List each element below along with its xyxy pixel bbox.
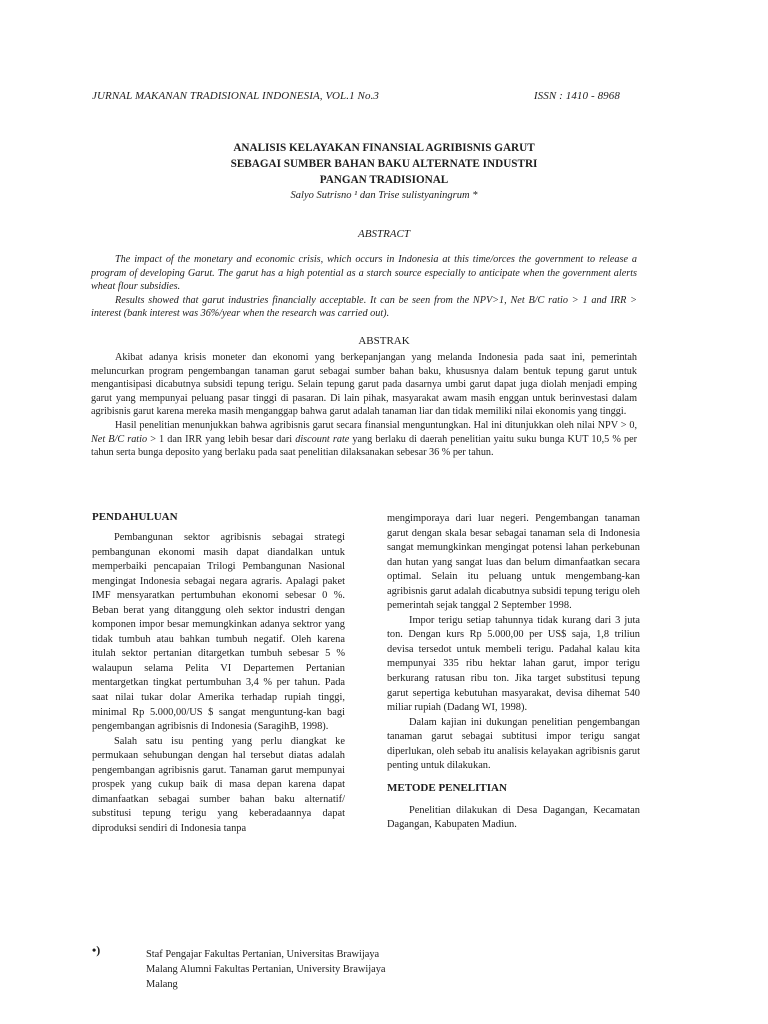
footnote-line-2: Malang Alumni Fakultas Pertanian, University Brawijaya: [146, 964, 386, 975]
footnote-text: [146, 947, 506, 992]
body-paragraph: Impor terigu setiap tahunnya tidak kurang dari 3 juta ton. Dengan kurs Rp 5.000,00 per US$ saja, 1,8 triliun devisa tersedot untuk membeli terigu. Padahal kalau kita mempunyai 335 ribu hektar lahan garut, impor terigu berkurang ratusan ribu ton. Jika target substitusi tepung garut sepertiga kebutuhan masyarakat, devisa dihemat 540 miliar rupiah (Dadang WI, 1998).: [387, 614, 640, 714]
abstrak-p2-discount-rate: discount rate: [295, 433, 350, 445]
body-paragraph: Dalam kajian ini dukungan penelitian pengembangan tanaman garut sebagai subtitusi impor terigu sangat diperlukan, oleh sebab itu analisis kelayakan agribisnis garut penting untuk dilakukan.: [387, 716, 640, 772]
body-paragraph: Pembangunan sektor agribisnis sebagai strategi pembangunan ekonomi masih dapat diandalkan untuk memperbaiki pencapaian Trilogi Pembangunan Nasional mengingat Indonesia sebagai negara agraris. Apalagi paket IMF mensyaratkan pertumbuhan ekonomi sebesar 0 %. Beban berat yang ditanggung oleh sektor industri dengan komponen impor besar memungkinkan adanya sektror yang tidak tumbuh atau bahkan tumbuh negatif. Oleh karena itulah sektor pertanian ditargetkan tumbuh sebesar 5 % walaupun selama Pelita VI Departemen Pertanian mentargetkan tingkat pertumbuhan 3,4 % per tahun. Pada saat nilai tukar dolar Amerika terhadap rupiah tinggi, minimal Rp 5.000,00/US $ sangat menguntung-kan bagi pengembangan agribisnis di Indonesia (SaragihB, 1998).: [92, 532, 345, 733]
journal-name: JURNAL MAKANAN TRADISIONAL INDONESIA, VOL.1 No.3: [92, 90, 380, 102]
footnote-line-3: Malang: [146, 979, 178, 990]
body-paragraph: Penelitian dilakukan di Desa Dagangan, Kecamatan Dagangan, Kabupaten Madiun.: [387, 804, 640, 831]
title-line-2: SEBAGAI SUMBER BAHAN BAKU ALTERNATE INDUSTRI: [230, 158, 538, 170]
footnote-marker: •): [92, 943, 101, 957]
footnote-line-1: Staf Pengajar Fakultas Pertanian, Universitas Brawijaya: [146, 949, 380, 960]
issn-number: ISSN : 1410 - 8968: [533, 90, 620, 102]
author-list: Salyo Sutrisno ¹ dan Trise sulistyaningrum *: [290, 190, 478, 201]
body-paragraph: Salah satu isu penting yang perlu diangkat ke permukaan sehubungan dengan hal tersebut diatas adalah pengembangan agribisnis garut. Tanaman garut mempunyai prospek yang cukup baik di masa depan karena dapat dimanfaatkan sebagai sumber bahan baku alternatif/ substitusi tepung terigu yang keberadaannya dapat diproduksi sendiri di Indonesia tanpa: [92, 735, 345, 834]
section-heading-pendahuluan: PENDAHULUAN: [92, 511, 178, 523]
abstract-indonesian: [91, 351, 637, 460]
abstrak-p2-net-bc: Net B/C ratio: [91, 433, 148, 445]
abstrak-p2-text-c: > 1 dan IRR yang lebih besar dari: [147, 433, 296, 445]
abstract-en-paragraph-1: The impact of the monetary and economic crisis, which occurs in Indonesia at this time/orces the government to release a program of developing Garut. The garut has a high potential as a starch source especially to anticipate when the government alerts wheat flour subsidies.: [91, 254, 637, 293]
abstract-english: [91, 253, 637, 321]
abstrak-p2-text-a: Hasil penelitian menunjukkan bahwa agribisnis garut secara finansial menguntungkan. Hal ini ditunjukkan oleh nilai NPV > 0,: [115, 419, 637, 431]
right-column: [387, 512, 640, 833]
article-title-block: [92, 140, 676, 203]
abstrak-p2-text-e: yang berlaku di daerah penelitian yaitu suku bunga KUT 10,5 % per tahun serta bunga deposito yang berlaku pada saat penelitian dilaksanakan sebesar 36 % per tahun.: [91, 433, 637, 459]
abstract-en-paragraph-2: Results showed that garut industries financially acceptable. It can be seen from the NPV>1, Net B/C ratio > 1 and IRR > interest (bank interest was 36%/year when the research was carried out).: [91, 294, 637, 320]
abstract-heading: ABSTRACT: [358, 228, 410, 240]
abstrak-heading: ABSTRAK: [358, 335, 410, 347]
section-heading-metode: METODE PENELITIAN: [387, 781, 507, 794]
body-paragraph: mengimporaya dari luar negeri. Pengembangan tanaman garut dengan skala besar sebagai tanaman sela di Indonesia sangat memungkinkan mengingat potensi lahan perkebunan dan hutan yang sangat luas dan belum dimanfaatkan secara optimal. Selain itu peluang untuk mengembang-kan agribisnis garut adalah dicabutnya subsidi tepung terigu oleh pemerintah sejak tanggal 2 September 1998.: [387, 513, 640, 612]
title-line-3: PANGAN TRADISIONAL: [319, 174, 449, 186]
title-line-1: ANALISIS KELAYAKAN FINANSIAL AGRIBISNIS GARUT: [233, 142, 535, 154]
abstrak-paragraph-2: [91, 419, 637, 460]
left-column: [92, 510, 345, 836]
abstrak-paragraph-1: Akibat adanya krisis moneter dan ekonomi yang berkepanjangan yang melanda Indonesia pada saat ini, pemerintah meluncurkan program pengembangan tanaman garut sebagai sumber bahan baku, khususnya dalam bentuk tepung garut untuk mengantisipasi dicabutnya subsidi tepung terigu. Selain tepung garut pada dasarnya umbi garut dapat juga diolah menjadi emping garut yang mempunyai peluang pasar tinggi di pasaran. Di lain pihak, masyarakat awam masih enggan untuk berinvestasi dalam agribisnis garut karena mereka masih menganggap bahwa garut adalah tanaman liar dan tidak memiliki nilai ekonomis yang tinggi.: [91, 352, 637, 418]
